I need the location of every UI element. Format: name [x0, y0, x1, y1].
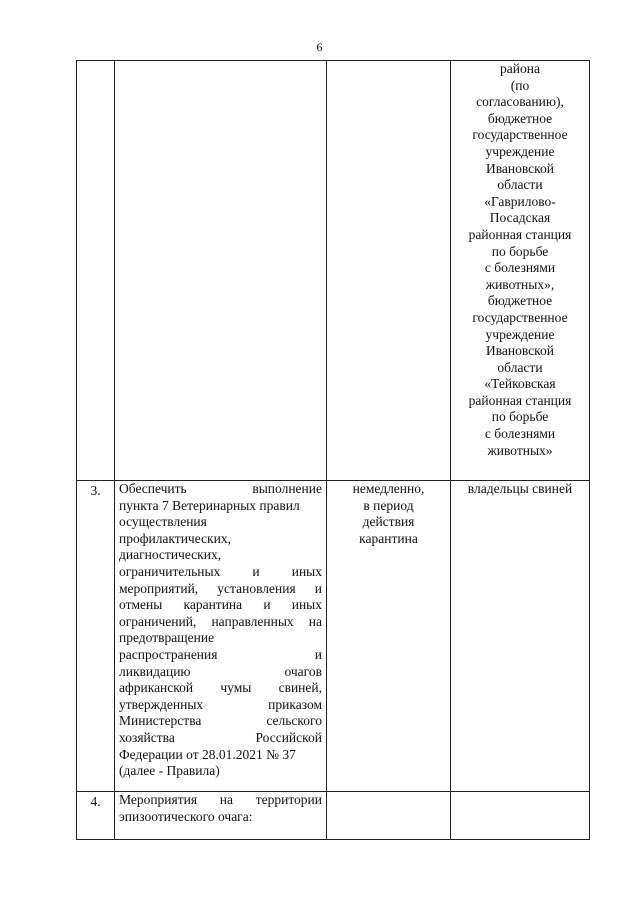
cell-text-line: отмены карантина и иных [119, 597, 322, 613]
measure-cell [115, 792, 327, 840]
cell-text-line: Обеспечить выполнение [119, 481, 322, 496]
row-number: 3. [77, 481, 115, 792]
measure-cell [115, 61, 327, 481]
row-number [77, 61, 115, 481]
cell-text-line: Посадская [489, 210, 551, 226]
cell-text-line: хозяйства Российской [119, 729, 322, 745]
cell-text-line: немедленно, [352, 481, 425, 496]
row-number: 4. [77, 792, 115, 840]
cell-text-line: государственное [472, 309, 568, 325]
cell-text-line: в период [363, 497, 414, 513]
cell-text-line: районная станция [468, 226, 572, 242]
deadline-cell [327, 481, 451, 792]
cell-text-line: диагностических, [119, 547, 222, 563]
measure-cell [115, 481, 327, 792]
cell-text-line: ограничений, направленных на [119, 613, 322, 629]
cell-text-line: с болезнями [484, 426, 556, 442]
cell-text-line: с болезнями [484, 260, 556, 276]
cell-text-line: животных», [485, 276, 555, 292]
cell-text-line: распространения и [119, 646, 322, 662]
cell-text-line: по борьбе [491, 409, 549, 425]
table-row [77, 792, 590, 840]
table-row [77, 481, 590, 792]
table-row [77, 61, 590, 481]
cell-text-line: районная станция [468, 392, 572, 408]
cell-text-line: (по [510, 77, 530, 93]
cell-text-line: эпизоотического очага: [119, 808, 253, 824]
responsible-cell [451, 61, 590, 481]
cell-text-line: действия [362, 514, 415, 530]
cell-text-line: учреждение [485, 143, 555, 159]
cell-text-line: по борьбе [491, 243, 549, 259]
cell-text-line: бюджетное [487, 293, 553, 309]
page-number: 6 [316, 40, 323, 54]
cell-text-line: (далее - Правила) [119, 763, 220, 779]
cell-text-line: Ивановской [485, 343, 555, 359]
deadline-cell [327, 61, 451, 481]
cell-text-line: мероприятий, установления и [119, 580, 322, 596]
cell-text-line: профилактических, [119, 530, 231, 546]
cell-text-line: Федерации от 28.01.2021 № 37 [119, 746, 296, 762]
cell-text-line: ограничительных и иных [119, 563, 322, 579]
cell-text-line: учреждение [485, 326, 555, 342]
cell-text-line: согласованию), [476, 94, 564, 110]
measures-table [76, 60, 590, 840]
responsible-cell [451, 481, 590, 792]
cell-text-line: «Тейковская [484, 376, 556, 392]
responsible-cell [451, 792, 590, 840]
cell-text-line: осуществления [119, 514, 207, 530]
deadline-cell [327, 792, 451, 840]
cell-text-line: животных» [487, 442, 553, 458]
cell-text-line: Министерства сельского [119, 713, 322, 729]
cell-text-line: Мероприятия на территории [119, 792, 322, 807]
cell-text-line: Ивановской [485, 160, 555, 176]
cell-text-line: владельцы свиней [467, 481, 573, 496]
cell-text-line: области [497, 177, 543, 193]
cell-text-line: области [497, 359, 543, 375]
cell-text-line: африканской чумы свиней, [119, 680, 322, 696]
cell-text-line: пункта 7 Ветеринарных правил [119, 497, 300, 513]
cell-text-line: предотвращение [119, 630, 215, 646]
cell-text-line: карантина [359, 530, 418, 546]
cell-text-line: района [500, 61, 540, 76]
cell-text-line: бюджетное [487, 110, 553, 126]
cell-text-line: утвержденных приказом [119, 696, 322, 712]
cell-text-line: ликвидацию очагов [119, 663, 322, 679]
cell-text-line: «Гаврилово- [484, 193, 556, 209]
cell-text-line: государственное [472, 127, 568, 143]
